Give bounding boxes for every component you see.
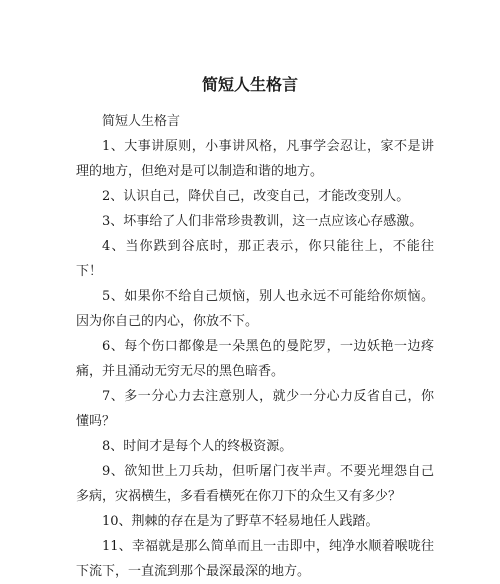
paragraph-11: 11、幸福就是那么简单而且一击即中，纯净水顺着喉咙往下流下，一直流到那个最深最深的地方。 — [76, 539, 434, 579]
document-subtitle: 简短人生格言 — [102, 114, 181, 129]
paragraph-3: 3、坏事给了人们非常珍贵教训，这一点应该心存感激。 — [102, 214, 423, 229]
paragraph-9: 9、欲知世上刀兵劫，但听屠门夜半声。不要光埋怨自己多病，灾祸横生，多看看横死在你刀下的众生又有多少？ — [76, 464, 434, 504]
paragraph-6: 6、每个伤口都像是一朵黑色的曼陀罗，一边妖艳一边疼痛，并且涌动无穷无尽的黑色暗香。 — [76, 339, 434, 379]
document-title: 简短人生格言 — [201, 75, 298, 94]
paragraph-4: 4、当你跌到谷底时，那正表示，你只能往上，不能往下！ — [76, 239, 434, 279]
paragraph-5: 5、如果你不给自己烦恼，别人也永远不可能给你烦恼。因为你自己的内心，你放不下。 — [76, 289, 434, 329]
document-body — [76, 109, 434, 584]
paragraph-10: 10、荆棘的存在是为了野草不轻易地任人践踏。 — [102, 514, 379, 529]
paragraph-8: 8、时间才是每个人的终极资源。 — [102, 439, 293, 454]
paragraph-2: 2、认识自己，降伏自己，改变自己，才能改变别人。 — [102, 189, 410, 204]
paragraph-7: 7、多一分心力去注意别人，就少一分心力反省自己，你懂吗？ — [76, 389, 434, 429]
paragraph-1: 1、大事讲原则，小事讲风格，凡事学会忍让，家不是讲理的地方，但绝对是可以制造和谐的地方。 — [76, 139, 434, 179]
